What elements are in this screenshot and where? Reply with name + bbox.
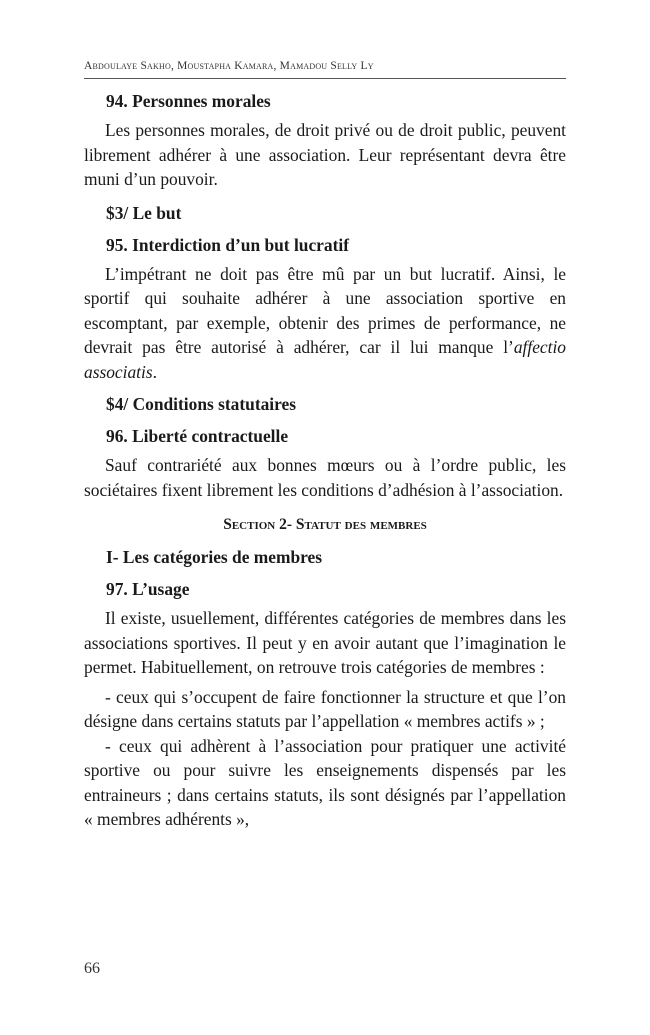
heading-97: 97. L’usage: [106, 579, 190, 599]
list-item-active-members: - ceux qui s’occupent de faire fonctionner la structure et que l’on désigne dans certains statuts par l’appellation « membres actifs » ;: [84, 686, 566, 731]
section-title: Section 2- Statut des membres: [223, 516, 427, 533]
heading-95: 95. Interdiction d’un but lucratif: [106, 234, 350, 255]
heading-categories: I- Les catégories de membres: [106, 547, 323, 567]
subsection-heading-4: $4/ Conditions statutaires: [106, 394, 297, 414]
heading-94: 94. Personnes morales: [106, 91, 271, 111]
page-number: 66: [84, 960, 100, 977]
latin-term: affectio associatis: [84, 337, 566, 382]
paragraph-95-end: .: [152, 361, 157, 382]
paragraph-95: [84, 262, 566, 385]
page-content: [84, 88, 566, 832]
paragraph-95-text: L’impétrant ne doit pas être mû par un but lucratif. Ainsi, le sportif qui souhaite adhérer à une association sportive en escomptant, par exemple, obtenir des primes de performance, ne devrait pas être autorisé à adhérer, car il lui manque l’: [84, 263, 566, 357]
header-rule: [84, 78, 566, 79]
subsection-heading-3: $3/ Le but: [106, 202, 182, 223]
paragraph-94: Les personnes morales, de droit privé ou de droit public, peuvent librement adhérer à une association. Leur représentant devra être muni d’un pouvoir.: [84, 120, 566, 189]
heading-96: 96. Liberté contractuelle: [106, 426, 289, 446]
paragraph-96: Sauf contrariété aux bonnes mœurs ou à l’ordre public, les sociétaires fixent librement les conditions d’adhésion à l’association.: [84, 455, 566, 500]
paragraph-97: Il existe, usuellement, différentes catégories de membres dans les associations sportives. Il peut y en avoir autant que l’imagination le permet. Habituellement, on retrouve trois catégories de membres :: [84, 608, 566, 677]
running-header: Abdoulaye Sakho, Moustapha Kamara, Mamadou Selly Ly: [84, 60, 374, 72]
list-item-adherent-members: - ceux qui adhèrent à l’association pour pratiquer une activité sportive ou pour suivre les enseignements dispensés par les entraineurs ; dans certains statuts, ils sont désignés par l’appellation « membres adhérents »,: [84, 735, 566, 829]
